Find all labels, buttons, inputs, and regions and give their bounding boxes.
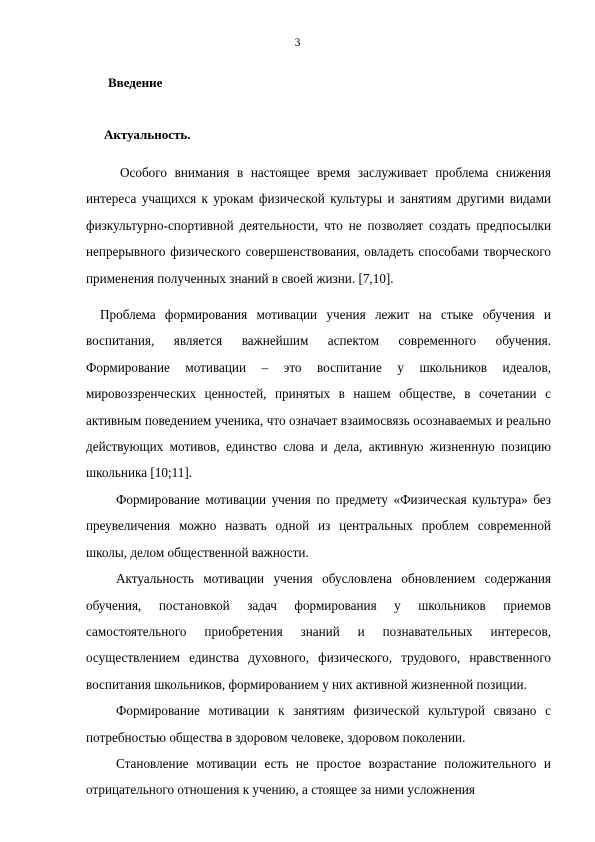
- section-heading-introduction: Введение: [108, 75, 163, 90]
- paragraph: Формирование мотивации к занятиям физической культурой связано с потребностью общества в здоровом человеке, здоровом поколении.: [86, 703, 551, 745]
- paragraph: Формирование мотивации учения по предмету «Физическая культура» без преувеличения можно назвать одной из центральных проблем современной школы, делом общественной важности.: [86, 491, 551, 560]
- paragraph: Особого внимания в настоящее время заслуживает проблема снижения интереса учащихся к урокам физической культуры и занятиям другими видами физкультурно-спортивной деятельности, что не позволяет создать предпосылки непрерывного физического совершенствования, овладеть способами творческого применения полученных знаний в своей жизни. [7,10].: [86, 165, 551, 286]
- page-number: 3: [294, 37, 301, 49]
- subsection-heading-relevance: Актуальность.: [104, 127, 191, 142]
- paragraph: Актуальность мотивации учения обусловлена обновлением содержания обучения, постановкой задач формирования у школьников приемов самостоятельного приобретения знаний и познавательных интересов, осуществлением единства духовного, физического, трудового, нравственного воспитания школьников, формированием у них активной жизненной позиции.: [86, 571, 551, 692]
- paragraph: Становление мотивации есть не простое возрастание положительного и отрицательного отношения к учению, а стоящее за ними усложнения: [86, 755, 551, 798]
- paragraph: Проблема формирования мотивации учения лежит на стыке обучения и воспитания, является важнейшим аспектом современного обучения. Формирование мотивации – это воспитание у школьников идеалов, мировоззренческих ценностей, принятых в нашем обществе, в сочетании с активным поведением ученика, что означает взаимосвязь осознаваемых и реально действующих мотивов, единство слова и дела, активную жизненную позицию школьника [10;11].: [86, 307, 551, 481]
- body-text: [86, 160, 551, 804]
